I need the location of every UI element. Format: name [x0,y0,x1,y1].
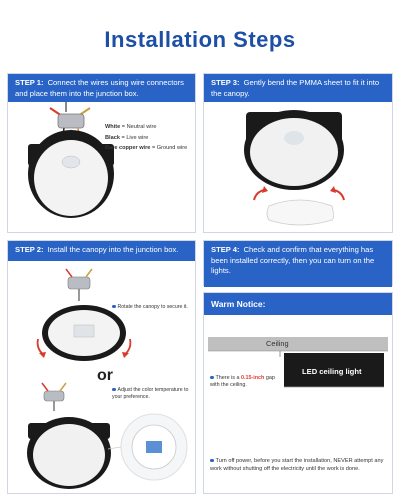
rotate-note: Rotate the canopy to secure it. [112,304,194,311]
bend-arrows-icon [254,190,344,200]
step2-label: STEP 2: [15,245,44,254]
bullet-icon [210,376,214,380]
bullet-icon [112,388,116,392]
step3-panel [203,73,393,233]
ceiling-label: Ceiling [266,339,289,348]
rotate-arrowhead-left-icon [39,352,46,358]
gap-illustration [204,323,394,423]
step2-text: Install the canopy into the junction box. [47,245,179,254]
ceiling-lamp-icon-2 [27,417,111,489]
ceiling-lamp-icon [28,130,114,218]
pmma-sheet-icon [267,200,334,225]
step4-text: Check and confirm that everything has been installed correctly, then you can turn on the lights. [211,245,375,275]
step4-label: STEP 4: [211,245,240,254]
wire-legend [105,122,195,154]
step4-header [204,241,392,287]
step2-panel [7,240,196,494]
step1-label: STEP 1: [15,78,44,87]
pmma-illustration [204,102,394,234]
color-temperature-switch-icon [108,414,187,480]
step4-panel [203,240,393,286]
warm-notice-title: Warm Notice: [204,293,392,315]
wire-legend-black: Black = Live wire [105,134,149,141]
wire-legend-copper: Bare copper wire = Ground wire [105,145,188,151]
step3-label: STEP 3: [211,78,240,87]
step3-header [204,74,392,102]
ceiling-lamp-icon [42,305,126,361]
warm-notice-panel [203,292,393,494]
step2-header [8,241,195,261]
wire-connectors-icon-2 [42,383,66,411]
step3-text: Gently bend the PMMA sheet to fit it into the canopy. [211,78,380,98]
adjust-note: Adjust the color temperature to your preference. [112,387,189,400]
wire-connectors-icon [66,269,92,301]
wire-legend-white: White = Neutral wire [105,124,157,130]
ceiling-icon [208,337,388,351]
step1-panel [7,73,196,233]
step1-header [8,74,195,102]
canopy-icon [244,110,344,190]
bullet-icon [112,305,116,309]
gap-note: There is a 0.15-inch gap with the ceiling. [210,375,275,388]
rotate-arrowhead-right-icon [122,352,129,358]
page-title: Installation Steps [104,27,296,52]
bullet-icon [210,459,214,463]
power-notice: Turn off power, before you start the installation, NEVER attempt any work without shutting off the electricity until the work is done. [210,458,384,472]
led-light-label: LED ceiling light [302,367,362,376]
step1-text: Connect the wires using wire connectors and place them into the junction box. [15,78,184,98]
or-label: or [97,367,113,384]
